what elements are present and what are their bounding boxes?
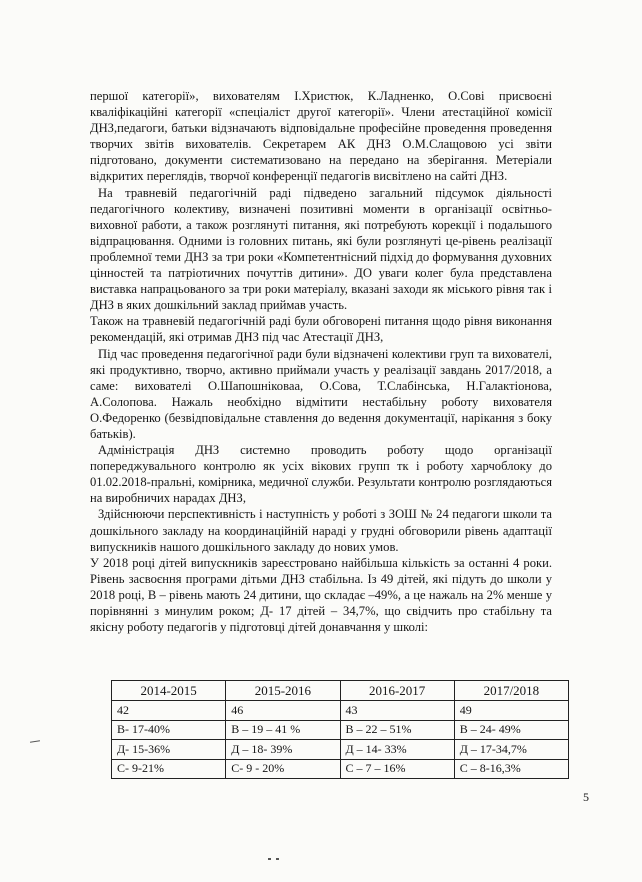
table-cell: В – 19 – 41 % (226, 720, 340, 740)
table-cell: 49 (454, 701, 568, 721)
table-header-cell: 2016-2017 (340, 681, 454, 701)
paragraph-may-council-summary: На травневій педагогічній раді підведено загальний підсумок діяльності педагогічного колективу, визначені позитивні моменти в організації освітньо-виховної работи, а також розглянуті питання, які потребують корекції і подальшого відпрацювання. Одними із головних питань, які були розглянуті це-рівень реалізації проблемної теми ДНЗ за три роки «Компетентнісний підхід до формування духовних цінностей та патріотичних почуттів дитини». ДО уваги колег була представлена виставка напрацьованого за три роки матеріалу, вказані заходи як міського рівня так і ДНЗ в яких дошкільний заклад приймав участь. (90, 185, 552, 313)
table-header-cell: 2014-2015 (112, 681, 226, 701)
paragraph-administration-control: Адміністрація ДНЗ системно проводить роботу щодо організації попереджувального контролю як усіх вікових групп тк і роботу харчоблоку до 01.02.2018-пральні, комірника, медичної служби. Результати контролю розглядаються на виробничих нарадах ДНЗ, (90, 443, 552, 506)
table-cell: Д – 18- 39% (226, 740, 340, 760)
table-header-row (112, 681, 569, 701)
table-cell: Д – 17-34,7% (454, 740, 568, 760)
table-cell: С- 9 - 20% (226, 759, 340, 779)
table-cell: С- 9-21% (112, 759, 226, 779)
table-header-cell: 2015-2016 (226, 681, 340, 701)
table-row (112, 740, 569, 760)
table-cell: Д- 15-36% (112, 740, 226, 760)
page-number: 5 (583, 790, 589, 804)
table-cell: 43 (340, 701, 454, 721)
paragraph-attestation-results: першої категорії», вихователям І.Христюк, К.Ладненко, О.Сові присвоєні кваліфікаційні категорії «спеціаліст другої категорії». Члени атестаційної комісії ДНЗ,педагоги, батьки відзначають відповідальне професійне проведення проведення творчих звітів вихователів. Секретарем АК ДНЗ О.М.Слащовою усі звіти підготовано, документи систематизовано на передано на зберігання. Метеріали відкритих переглядів, творчої конференції педагогів висвітлено на сайті ДНЗ. (90, 89, 552, 184)
table-cell: Д – 14- 33% (340, 740, 454, 760)
scan-mark (276, 858, 279, 860)
graduates-results-table-wrapper (111, 680, 569, 779)
paragraph-school-continuity: Здійснюючи перспективність і наступність у роботі з ЗОШ № 24 педагоги школи та дошкільного закладу на координаційній нараді у грудні обговорили рівень адаптації випускників нашого дошкільного закладу до нових умов. (90, 507, 552, 554)
table-row (112, 701, 569, 721)
paragraph-recommendations: Також на травневій педагогічній раді були обговорені питання щодо рівня виконання рекомендацій, які отримав ДНЗ під час Атестації ДНЗ, (90, 314, 552, 345)
scan-mark (268, 858, 271, 860)
table-cell: 42 (112, 701, 226, 721)
paragraph-graduates-2018: У 2018 році дітей випускників зареєстровано найбільша кількість за останні 4 роки. Рівень засвоєння програми дітьми ДНЗ стабільна. Із 49 дітей, які підуть до школи у 2018 році, В – рівень мають 24 дитини, що складає –49%, а це нажаль на 2% менше у порівнянні з минулим роком; Д- 17 дітей – 34,7%, що свідчить про стабільну та якісну роботу педагогів у підготовці дітей донавчання у школі: (90, 555, 552, 635)
table-cell: В – 24- 49% (454, 720, 568, 740)
table-row (112, 720, 569, 740)
table-row (112, 759, 569, 779)
table-cell: В- 17-40% (112, 720, 226, 740)
graduates-results-table (111, 680, 569, 779)
table-header-cell: 2017/2018 (454, 681, 568, 701)
document-body (90, 88, 552, 635)
table-cell: 46 (226, 701, 340, 721)
table-cell: В – 22 – 51% (340, 720, 454, 740)
paragraph-distinguished-teachers: Під час проведення педагогічної ради були відзначені колективи груп та вихователі, які продуктивно, творчо, активно приймали участь у реалізації завдань 2017/2018, а саме: вихователі О.Шапошніковаа, О.Сова, Т.Слабінська, Н.Галактіонова, А.Солопова. Нажаль необхідно відмітити нестабільну роботу вихователя О.Федоренко (безвідповідальне ставлення до ведення документації, нарікання з боку батьків). (90, 346, 552, 441)
table-cell: С – 7 – 16% (340, 759, 454, 779)
scan-mark (30, 740, 40, 742)
table-cell: С – 8-16,3% (454, 759, 568, 779)
